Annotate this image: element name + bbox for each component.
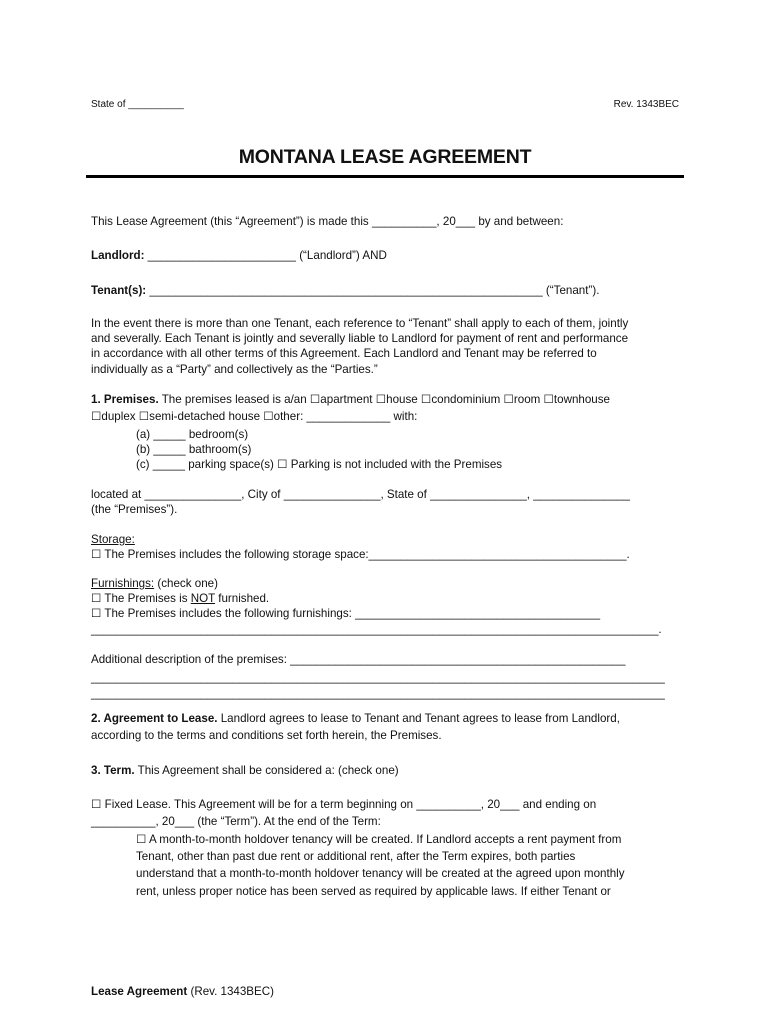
premises-label: 1. Premises. xyxy=(91,393,159,406)
holdover-paragraph xyxy=(136,831,684,900)
footer-label: Lease Agreement xyxy=(91,985,188,998)
intro-line: This Lease Agreement (this “Agreement”) is made this __________, 20___ by and between: xyxy=(91,215,564,228)
footer-revision: (Rev. 1343BEC) xyxy=(187,985,275,998)
landlord-blank: _______________________ (“Landlord”) AND xyxy=(144,249,387,262)
page-footer xyxy=(91,985,274,998)
landlord-label: Landlord: xyxy=(91,249,145,262)
term-line xyxy=(91,763,683,778)
fixed-lease-line-2: __________, 20___ (the “Term”). At the end of the Term: xyxy=(91,815,381,828)
agreement-to-lease-line-2: according to the terms and conditions set forth herein, the Premises. xyxy=(91,729,442,742)
document-title: MONTANA LEASE AGREEMENT xyxy=(238,146,532,168)
additional-description-line-2: _________________________________________________________________________________________ xyxy=(91,671,665,684)
furnishings-includes-line: ☐ The Premises includes the following furnishings: ______________________________________ xyxy=(91,607,601,620)
not-furnished-prefix: ☐ The Premises is xyxy=(91,592,191,605)
state-field: State of __________ xyxy=(91,99,184,110)
not-emphasis: NOT xyxy=(190,592,216,605)
storage-line: ☐ The Premises includes the following storage space:________________________________________. xyxy=(91,548,630,561)
bathrooms-line: (b) _____ bathroom(s) xyxy=(136,443,252,456)
additional-description-line-1: Additional description of the premises: ____________________________________________________ xyxy=(91,653,626,666)
additional-description-line-3: _________________________________________________________________________________________ xyxy=(91,687,665,700)
tenant-label: Tenant(s): xyxy=(91,284,147,297)
agreement-to-lease-line-1 xyxy=(91,711,683,726)
holdover-line: rent, unless proper notice has been served as required by applicable laws. If either Tenant or xyxy=(136,884,611,898)
not-furnished-line xyxy=(91,591,683,606)
landlord-line xyxy=(91,248,683,263)
furnishings-check-one: (check one) xyxy=(154,577,218,590)
tenant-line xyxy=(91,283,683,298)
furnishings-heading-line xyxy=(91,576,683,591)
location-line-1: located at _______________, City of _______________, State of _______________, _______________ xyxy=(91,488,630,501)
term-label: 3. Term. xyxy=(91,764,135,777)
fixed-lease-line-1: ☐ Fixed Lease. This Agreement will be for a term beginning on __________, 20___ and ending on xyxy=(91,798,597,811)
furnishings-blank-line: ________________________________________________________________________________________. xyxy=(91,623,662,636)
paragraph-line: individually as a “Party” and collectively as the “Parties.” xyxy=(91,362,378,376)
agreement-to-lease-text: Landlord agrees to lease to Tenant and Tenant agrees to lease from Landlord, xyxy=(217,712,620,725)
bedrooms-line: (a) _____ bedroom(s) xyxy=(136,428,249,441)
premises-line-1 xyxy=(91,392,683,407)
holdover-line: ☐ A month-to-month holdover tenancy will be created. If Landlord accepts a rent payment from xyxy=(136,833,622,846)
furnishings-heading: Furnishings: xyxy=(91,577,155,590)
revision-code: Rev. 1343BEC xyxy=(613,99,679,110)
paragraph-line: and severally. Each Tenant is jointly and severally liable to Landlord for payment of rent and performance xyxy=(91,332,629,346)
paragraph-line: in accordance with all other terms of this Agreement. Each Landlord and Tenant may be referred to xyxy=(91,347,597,361)
holdover-line: understand that a month-to-month holdover tenancy will be created at the agreed upon monthly xyxy=(136,867,625,881)
agreement-to-lease-label: 2. Agreement to Lease. xyxy=(91,712,218,725)
tenant-blank: _____________________________________________________________ (“Tenant”). xyxy=(146,284,600,297)
holdover-line: Tenant, other than past due rent or additional rent, after the Term expires, both parties xyxy=(136,850,576,864)
term-text: This Agreement shall be considered a: (check one) xyxy=(134,764,399,777)
premises-type-options: The premises leased is a/an ☐apartment ☐house ☐condominium ☐room ☐townhouse xyxy=(158,393,611,406)
multi-tenant-paragraph xyxy=(91,316,683,377)
parking-line: (c) _____ parking space(s) ☐ Parking is not included with the Premises xyxy=(136,458,503,471)
premises-line-2: ☐duplex ☐semi-detached house ☐other: _____________ with: xyxy=(91,410,418,423)
storage-heading: Storage: xyxy=(91,533,135,546)
location-line-2: (the “Premises”). xyxy=(91,503,178,516)
paragraph-line: In the event there is more than one Tenant, each reference to “Tenant” shall apply to each of them, jointly xyxy=(91,317,629,330)
title-divider xyxy=(86,175,684,178)
not-furnished-suffix: furnished. xyxy=(215,592,270,605)
